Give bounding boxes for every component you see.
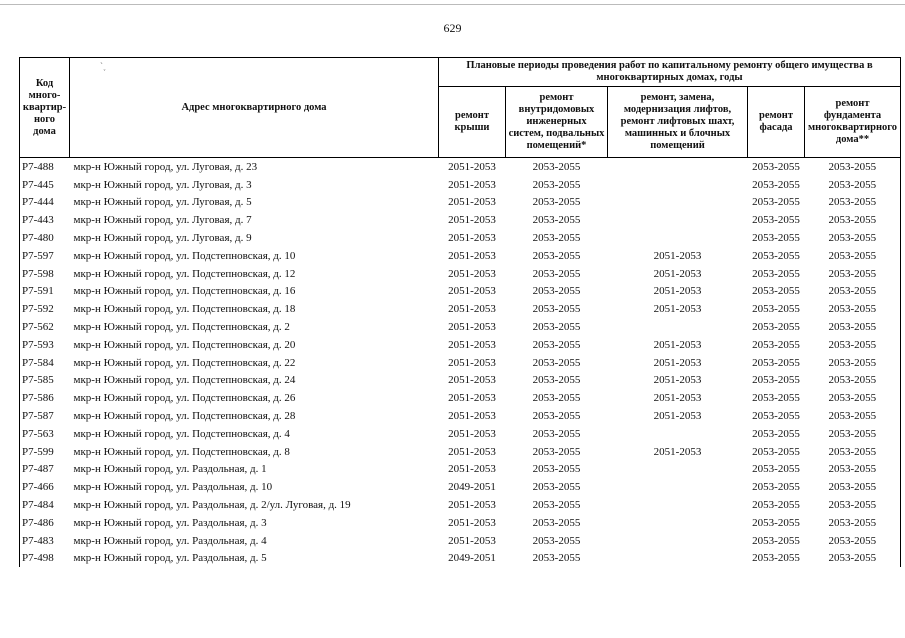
cell-roof: 2051-2053 bbox=[448, 534, 496, 547]
cell-roof: 2051-2053 bbox=[448, 303, 496, 316]
cell-lifts bbox=[608, 158, 748, 176]
cell-address: мкр-н Южный город, ул. Подстепновская, д. 16 bbox=[73, 285, 296, 298]
cell-engineering: 2053-2055 bbox=[532, 410, 581, 423]
cell-facade: 2053-2055 bbox=[752, 338, 800, 351]
table-row bbox=[20, 158, 901, 176]
cell-facade: 2053-2055 bbox=[752, 552, 800, 565]
cell-lifts: 2051-2053 bbox=[653, 374, 702, 387]
table-row bbox=[20, 532, 901, 550]
cell-roof: 2051-2053 bbox=[448, 178, 496, 191]
cell-lifts: 2051-2053 bbox=[653, 410, 702, 423]
page-number: 629 bbox=[443, 21, 462, 35]
cell-lifts bbox=[608, 194, 748, 212]
cell-facade: 2053-2055 bbox=[752, 534, 800, 547]
cell-roof: 2051-2053 bbox=[448, 321, 496, 334]
cell-foundation: 2053-2055 bbox=[805, 478, 901, 496]
cell-lifts bbox=[608, 496, 748, 514]
cell-foundation: 2053-2055 bbox=[805, 158, 901, 176]
cell-address: мкр-н Южный город, ул. Луговая, д. 7 bbox=[73, 214, 252, 227]
cell-code: Р7-488 bbox=[20, 158, 70, 176]
cell-foundation: 2053-2055 bbox=[805, 425, 901, 443]
table-row bbox=[20, 514, 901, 532]
cell-code: Р7-562 bbox=[20, 318, 70, 336]
cell-facade: 2053-2055 bbox=[752, 214, 800, 227]
cell-foundation: 2053-2055 bbox=[805, 496, 901, 514]
header-address: Адрес многоквартирного дома bbox=[70, 58, 439, 158]
cell-code: Р7-443 bbox=[20, 211, 70, 229]
cell-code: Р7-466 bbox=[20, 478, 70, 496]
cell-engineering: 2053-2055 bbox=[532, 356, 581, 369]
cell-foundation: 2053-2055 bbox=[805, 300, 901, 318]
cell-lifts bbox=[608, 478, 748, 496]
cell-engineering: 2053-2055 bbox=[532, 249, 581, 262]
cell-address: мкр-н Южный город, ул. Подстепновская, д. 26 bbox=[73, 392, 296, 405]
cell-engineering: 2053-2055 bbox=[532, 232, 581, 245]
cell-code: Р7-592 bbox=[20, 300, 70, 318]
cell-roof: 2051-2053 bbox=[448, 214, 496, 227]
cell-code: Р7-563 bbox=[20, 425, 70, 443]
table-row bbox=[20, 194, 901, 212]
cell-address: мкр-н Южный город, ул. Подстепновская, д. 4 bbox=[73, 427, 290, 440]
cell-engineering: 2053-2055 bbox=[532, 427, 581, 440]
cell-foundation: 2053-2055 bbox=[805, 354, 901, 372]
cell-facade: 2053-2055 bbox=[752, 445, 800, 458]
cell-lifts bbox=[608, 550, 748, 568]
table-row bbox=[20, 425, 901, 443]
table-row bbox=[20, 300, 901, 318]
cell-roof: 2049-2051 bbox=[448, 552, 496, 565]
cell-lifts bbox=[608, 229, 748, 247]
cell-engineering: 2053-2055 bbox=[532, 516, 581, 529]
cell-engineering: 2053-2055 bbox=[532, 392, 581, 405]
cell-engineering: 2053-2055 bbox=[532, 463, 581, 476]
cell-facade: 2053-2055 bbox=[752, 499, 800, 512]
cell-lifts: 2051-2053 bbox=[653, 249, 702, 262]
cell-code: Р7-486 bbox=[20, 514, 70, 532]
cell-facade: 2053-2055 bbox=[752, 427, 800, 440]
cell-foundation: 2053-2055 bbox=[805, 194, 901, 212]
cell-lifts bbox=[608, 461, 748, 479]
cell-code: Р7-587 bbox=[20, 407, 70, 425]
table-row bbox=[20, 407, 901, 425]
cell-address: мкр-н Южный город, ул. Подстепновская, д. 18 bbox=[73, 303, 296, 316]
table-row bbox=[20, 283, 901, 301]
cell-foundation: 2053-2055 bbox=[805, 550, 901, 568]
repair-schedule-table bbox=[19, 57, 901, 567]
scan-mark: ˋ˯ bbox=[100, 61, 106, 71]
cell-address: мкр-н Южный город, ул. Раздольная, д. 5 bbox=[73, 552, 267, 565]
cell-lifts: 2051-2053 bbox=[653, 392, 702, 405]
header-code: Код много-квартир-ного дома bbox=[20, 58, 70, 158]
table-row bbox=[20, 461, 901, 479]
cell-lifts: 2051-2053 bbox=[653, 445, 702, 458]
cell-facade: 2053-2055 bbox=[752, 160, 800, 173]
table-row bbox=[20, 211, 901, 229]
scan-edge-line bbox=[0, 4, 905, 5]
cell-engineering: 2053-2055 bbox=[532, 534, 581, 547]
cell-lifts: 2051-2053 bbox=[653, 303, 702, 316]
cell-engineering: 2053-2055 bbox=[532, 178, 581, 191]
cell-foundation: 2053-2055 bbox=[805, 283, 901, 301]
cell-roof: 2051-2053 bbox=[448, 427, 496, 440]
cell-engineering: 2053-2055 bbox=[532, 481, 581, 494]
cell-roof: 2051-2053 bbox=[448, 356, 496, 369]
cell-lifts: 2051-2053 bbox=[653, 338, 702, 351]
cell-engineering: 2053-2055 bbox=[532, 445, 581, 458]
table-row bbox=[20, 229, 901, 247]
cell-code: Р7-483 bbox=[20, 532, 70, 550]
cell-lifts bbox=[608, 211, 748, 229]
cell-roof: 2051-2053 bbox=[448, 516, 496, 529]
cell-roof: 2051-2053 bbox=[448, 249, 496, 262]
cell-lifts bbox=[608, 425, 748, 443]
cell-code: Р7-586 bbox=[20, 389, 70, 407]
cell-lifts: 2051-2053 bbox=[653, 285, 702, 298]
cell-code: Р7-584 bbox=[20, 354, 70, 372]
cell-foundation: 2053-2055 bbox=[805, 461, 901, 479]
cell-code: Р7-593 bbox=[20, 336, 70, 354]
cell-facade: 2053-2055 bbox=[752, 516, 800, 529]
table-row bbox=[20, 372, 901, 390]
cell-engineering: 2053-2055 bbox=[532, 338, 581, 351]
cell-code: Р7-498 bbox=[20, 550, 70, 568]
cell-address: мкр-н Южный город, ул. Подстепновская, д. 28 bbox=[73, 410, 296, 423]
cell-code: Р7-487 bbox=[20, 461, 70, 479]
cell-roof: 2049-2051 bbox=[448, 481, 496, 494]
cell-lifts: 2051-2053 bbox=[653, 356, 702, 369]
cell-roof: 2051-2053 bbox=[448, 410, 496, 423]
table-row bbox=[20, 550, 901, 568]
cell-roof: 2051-2053 bbox=[448, 338, 496, 351]
cell-foundation: 2053-2055 bbox=[805, 372, 901, 390]
cell-roof: 2051-2053 bbox=[448, 463, 496, 476]
cell-address: мкр-н Южный город, ул. Луговая, д. 5 bbox=[73, 196, 252, 209]
cell-facade: 2053-2055 bbox=[752, 392, 800, 405]
cell-roof: 2051-2053 bbox=[448, 232, 496, 245]
table-row bbox=[20, 354, 901, 372]
cell-facade: 2053-2055 bbox=[752, 321, 800, 334]
cell-foundation: 2053-2055 bbox=[805, 265, 901, 283]
header-engineering: ремонт внутридомовых инженерных систем, подвальных помещений* bbox=[506, 87, 608, 158]
cell-facade: 2053-2055 bbox=[752, 249, 800, 262]
cell-facade: 2053-2055 bbox=[752, 196, 800, 209]
cell-address: мкр-н Южный город, ул. Подстепновская, д. 20 bbox=[73, 338, 296, 351]
cell-code: Р7-585 bbox=[20, 372, 70, 390]
cell-facade: 2053-2055 bbox=[752, 232, 800, 245]
cell-code: Р7-444 bbox=[20, 194, 70, 212]
header-foundation: ремонт фундамента многоквартирного дома** bbox=[805, 87, 901, 158]
cell-roof: 2051-2053 bbox=[448, 445, 496, 458]
cell-facade: 2053-2055 bbox=[752, 303, 800, 316]
cell-facade: 2053-2055 bbox=[752, 178, 800, 191]
cell-address: мкр-н Южный город, ул. Луговая, д. 9 bbox=[73, 232, 252, 245]
cell-code: Р7-484 bbox=[20, 496, 70, 514]
header-periods-group: Плановые периоды проведения работ по капитальному ремонту общего имущества в многоквартирных домах, годы bbox=[439, 58, 901, 87]
cell-roof: 2051-2053 bbox=[448, 285, 496, 298]
cell-address: мкр-н Южный город, ул. Луговая, д. 3 bbox=[73, 178, 252, 191]
cell-address: мкр-н Южный город, ул. Луговая, д. 23 bbox=[73, 160, 258, 173]
cell-address: мкр-н Южный город, ул. Подстепновская, д. 8 bbox=[73, 445, 290, 458]
cell-lifts bbox=[608, 318, 748, 336]
table-row bbox=[20, 443, 901, 461]
cell-engineering: 2053-2055 bbox=[532, 196, 581, 209]
cell-lifts bbox=[608, 532, 748, 550]
cell-engineering: 2053-2055 bbox=[532, 499, 581, 512]
cell-code: Р7-591 bbox=[20, 283, 70, 301]
cell-engineering: 2053-2055 bbox=[532, 552, 581, 565]
cell-code: Р7-445 bbox=[20, 176, 70, 194]
cell-foundation: 2053-2055 bbox=[805, 389, 901, 407]
cell-foundation: 2053-2055 bbox=[805, 247, 901, 265]
header-facade: ремонт фасада bbox=[748, 87, 805, 158]
cell-engineering: 2053-2055 bbox=[532, 214, 581, 227]
header-roof: ремонт крыши bbox=[439, 87, 506, 158]
cell-address: мкр-н Южный город, ул. Раздольная, д. 1 bbox=[73, 463, 267, 476]
cell-address: мкр-н Южный город, ул. Раздольная, д. 3 bbox=[73, 516, 267, 529]
cell-address: мкр-н Южный город, ул. Подстепновская, д. 22 bbox=[73, 356, 296, 369]
cell-facade: 2053-2055 bbox=[752, 374, 800, 387]
table-row bbox=[20, 247, 901, 265]
cell-foundation: 2053-2055 bbox=[805, 443, 901, 461]
cell-engineering: 2053-2055 bbox=[532, 285, 581, 298]
cell-address: мкр-н Южный город, ул. Раздольная, д. 10 bbox=[73, 481, 273, 494]
header-lifts: ремонт, замена, модернизация лифтов, ремонт лифтовых шахт, машинных и блочных помещений bbox=[608, 87, 748, 158]
table-row bbox=[20, 176, 901, 194]
cell-foundation: 2053-2055 bbox=[805, 532, 901, 550]
table-row bbox=[20, 496, 901, 514]
cell-address: мкр-н Южный город, ул. Подстепновская, д. 24 bbox=[73, 374, 296, 387]
table-row bbox=[20, 478, 901, 496]
cell-engineering: 2053-2055 bbox=[532, 374, 581, 387]
cell-address: мкр-н Южный город, ул. Раздольная, д. 4 bbox=[73, 534, 267, 547]
cell-engineering: 2053-2055 bbox=[532, 267, 581, 280]
table-row bbox=[20, 336, 901, 354]
cell-foundation: 2053-2055 bbox=[805, 211, 901, 229]
cell-facade: 2053-2055 bbox=[752, 356, 800, 369]
cell-address: мкр-н Южный город, ул. Подстепновская, д. 10 bbox=[73, 249, 296, 262]
cell-foundation: 2053-2055 bbox=[805, 229, 901, 247]
cell-engineering: 2053-2055 bbox=[532, 160, 581, 173]
cell-roof: 2051-2053 bbox=[448, 196, 496, 209]
cell-lifts bbox=[608, 514, 748, 532]
cell-engineering: 2053-2055 bbox=[532, 321, 581, 334]
cell-roof: 2051-2053 bbox=[448, 160, 496, 173]
cell-address: мкр-н Южный город, ул. Раздольная, д. 2/ул. Луговая, д. 19 bbox=[73, 499, 351, 512]
cell-roof: 2051-2053 bbox=[448, 499, 496, 512]
cell-foundation: 2053-2055 bbox=[805, 514, 901, 532]
cell-address: мкр-н Южный город, ул. Подстепновская, д. 2 bbox=[73, 321, 290, 334]
cell-facade: 2053-2055 bbox=[752, 463, 800, 476]
cell-facade: 2053-2055 bbox=[752, 267, 800, 280]
cell-foundation: 2053-2055 bbox=[805, 318, 901, 336]
cell-roof: 2051-2053 bbox=[448, 392, 496, 405]
cell-lifts bbox=[608, 176, 748, 194]
cell-code: Р7-480 bbox=[20, 229, 70, 247]
cell-code: Р7-597 bbox=[20, 247, 70, 265]
cell-foundation: 2053-2055 bbox=[805, 407, 901, 425]
cell-lifts: 2051-2053 bbox=[653, 267, 702, 280]
cell-foundation: 2053-2055 bbox=[805, 336, 901, 354]
cell-code: Р7-599 bbox=[20, 443, 70, 461]
cell-code: Р7-598 bbox=[20, 265, 70, 283]
cell-engineering: 2053-2055 bbox=[532, 303, 581, 316]
table-row bbox=[20, 318, 901, 336]
cell-facade: 2053-2055 bbox=[752, 285, 800, 298]
table-row bbox=[20, 265, 901, 283]
cell-roof: 2051-2053 bbox=[448, 267, 496, 280]
table-row bbox=[20, 389, 901, 407]
cell-facade: 2053-2055 bbox=[752, 481, 800, 494]
cell-address: мкр-н Южный город, ул. Подстепновская, д. 12 bbox=[73, 267, 296, 280]
cell-facade: 2053-2055 bbox=[752, 410, 800, 423]
cell-foundation: 2053-2055 bbox=[805, 176, 901, 194]
cell-roof: 2051-2053 bbox=[448, 374, 496, 387]
table-body bbox=[20, 158, 901, 568]
